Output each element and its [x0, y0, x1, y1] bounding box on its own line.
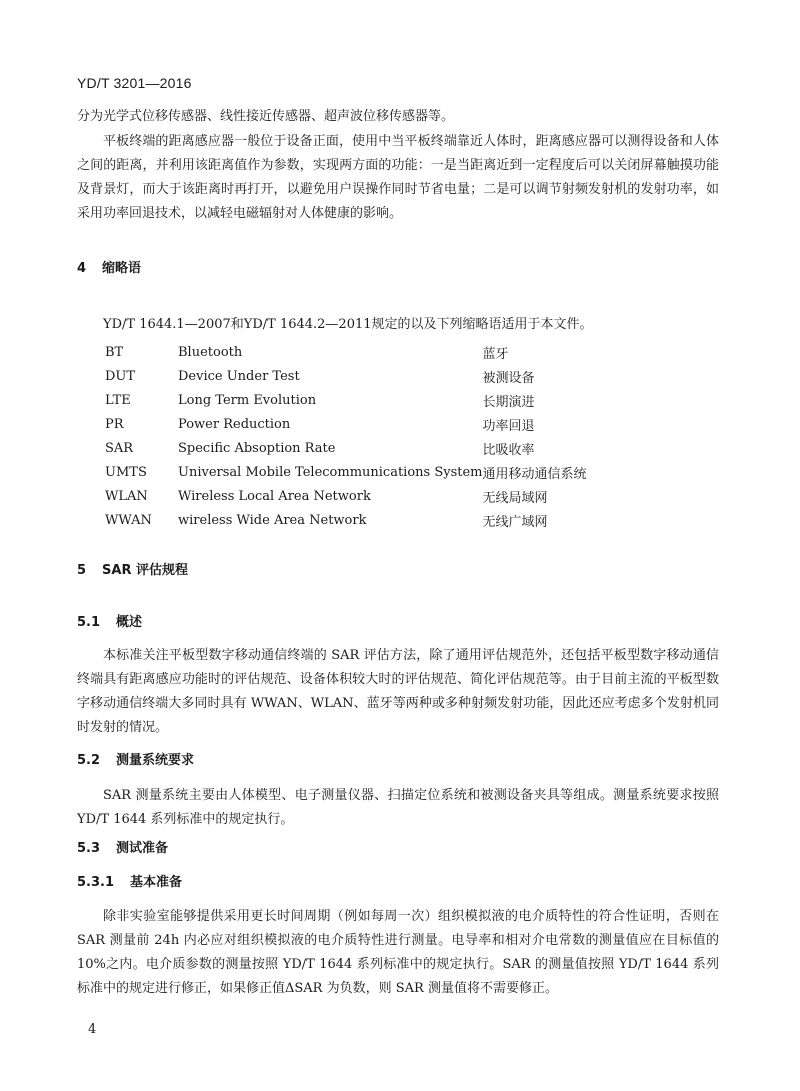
abbreviation-row [105, 436, 603, 460]
section-5-3-heading [77, 839, 168, 859]
section-title: 测量系统要求 [116, 753, 195, 768]
section-number: 5 [77, 563, 87, 578]
abbreviation-full-name: Device Under Test [178, 368, 300, 384]
abbreviation-full-name: Power Reduction [178, 416, 291, 432]
section-5-2-body: SAR 测量系统主要由人体模型、电子测量仪器、扫描定位系统和被测设备夹具等组成。测量系统要求按照 YD/T 1644 系列标准中的规定执行。 [77, 788, 719, 827]
abbreviation-term: WLAN [105, 488, 148, 504]
abbreviation-chinese: 被测设备 [482, 370, 535, 386]
document-header: YD/T 3201—2016 [77, 75, 192, 91]
section-5-1-body: 本标准关注平板型数字移动通信终端的 SAR 评估方法，除了通用评估规范外，还包括平板型数字移动通信终端具有距离感应功能时的评估规范、设备体积较大时的评估规范、简化评估规范等。由于目前主流的平板型数字移动通信终端大多同时具有 WWAN、WLAN、蓝牙等两种或多种射频发射功能，因此还应考虑多个发射机同时发射的情况。 [77, 648, 719, 735]
abbreviation-term: UMTS [105, 464, 147, 480]
abbreviations-table [105, 340, 603, 532]
section-title: 测试准备 [116, 841, 169, 856]
abbreviation-row [105, 484, 603, 508]
abbreviation-full-name: Long Term Evolution [178, 392, 317, 408]
abbreviation-term: SAR [105, 440, 134, 456]
section-number: 5.1 [77, 615, 101, 630]
abbreviations-intro: YD/T 1644.1—2007和YD/T 1644.2—2011规定的以及下列缩略语适用于本文件。 [103, 317, 593, 332]
abbreviation-chinese: 蓝牙 [482, 346, 509, 362]
section-5-2-heading [77, 751, 194, 771]
section-number: 4 [77, 261, 87, 276]
section-title: 概述 [116, 615, 143, 630]
abbreviation-row [105, 388, 603, 412]
abbreviation-row [105, 460, 603, 484]
abbreviation-chinese: 通用移动通信系统 [482, 466, 587, 482]
abbreviation-full-name: Specific Absoption Rate [178, 440, 336, 456]
abbreviation-chinese: 无线广域网 [482, 514, 548, 530]
abbreviation-row [105, 364, 603, 388]
intro-line: 分为光学式位移传感器、线性接近传感器、超声波位移传感器等。 [77, 109, 455, 124]
section-title: 缩略语 [102, 261, 142, 276]
abbreviation-chinese: 长期演进 [482, 394, 535, 410]
abbreviation-chinese: 功率回退 [482, 418, 535, 434]
intro-paragraph: 平板终端的距离感应器一般位于设备正面，使用中当平板终端靠近人体时，距离感应器可以测得设备和人体之间的距离，并利用该距离值作为参数，实现两方面的功能：一是当距离近到一定程度后可以关闭屏幕触摸功能及背景灯，而大于该距离时再打开，以避免用户误操作同时节省电量；二是可以调节射频发射机的发射功率，如采用功率回退技术，以减轻电磁辐射对人体健康的影响。 [77, 134, 719, 221]
page-number: 4 [88, 1022, 97, 1037]
abbreviation-term: LTE [105, 392, 131, 408]
section-4-heading [77, 259, 141, 279]
abbreviation-term: DUT [105, 368, 136, 384]
section-number: 5.2 [77, 753, 101, 768]
abbreviation-full-name: Wireless Local Area Network [178, 488, 371, 504]
section-5-heading [77, 561, 188, 581]
section-number: 5.3.1 [77, 875, 115, 890]
abbreviation-chinese: 比吸收率 [482, 442, 535, 458]
abbreviation-term: WWAN [105, 512, 152, 528]
section-title: 基本准备 [130, 875, 183, 890]
abbreviation-row [105, 508, 603, 532]
section-5-1-heading [77, 613, 142, 633]
abbreviation-full-name: Bluetooth [178, 344, 243, 360]
abbreviation-row [105, 340, 603, 364]
abbreviation-chinese: 无线局域网 [482, 490, 548, 506]
abbreviation-full-name: wireless Wide Area Network [178, 512, 367, 528]
section-number: 5.3 [77, 841, 101, 856]
abbreviation-row [105, 412, 603, 436]
abbreviation-term: PR [105, 416, 124, 432]
abbreviation-term: BT [105, 344, 124, 360]
section-title: SAR 评估规程 [102, 563, 189, 578]
section-5-3-1-heading [77, 873, 182, 893]
abbreviation-full-name: Universal Mobile Telecommunications System [178, 464, 483, 480]
section-5-3-1-body: 除非实验室能够提供采用更长时间周期（例如每周一次）组织模拟液的电介质特性的符合性证明，否则在 SAR 测量前 24h 内必应对组织模拟液的电介质特性进行测量。电导率和相对介电常数的测量值应在目标值的 10%之内。电介质参数的测量按照 YD/T 1644 系列标准中的规定执行。SAR 的测量值按照 YD/T 1644 系列标准中的规定进行修正，如果修正值ΔSAR 为负数，则 SAR 测量值将不需要修正。 [77, 909, 719, 996]
